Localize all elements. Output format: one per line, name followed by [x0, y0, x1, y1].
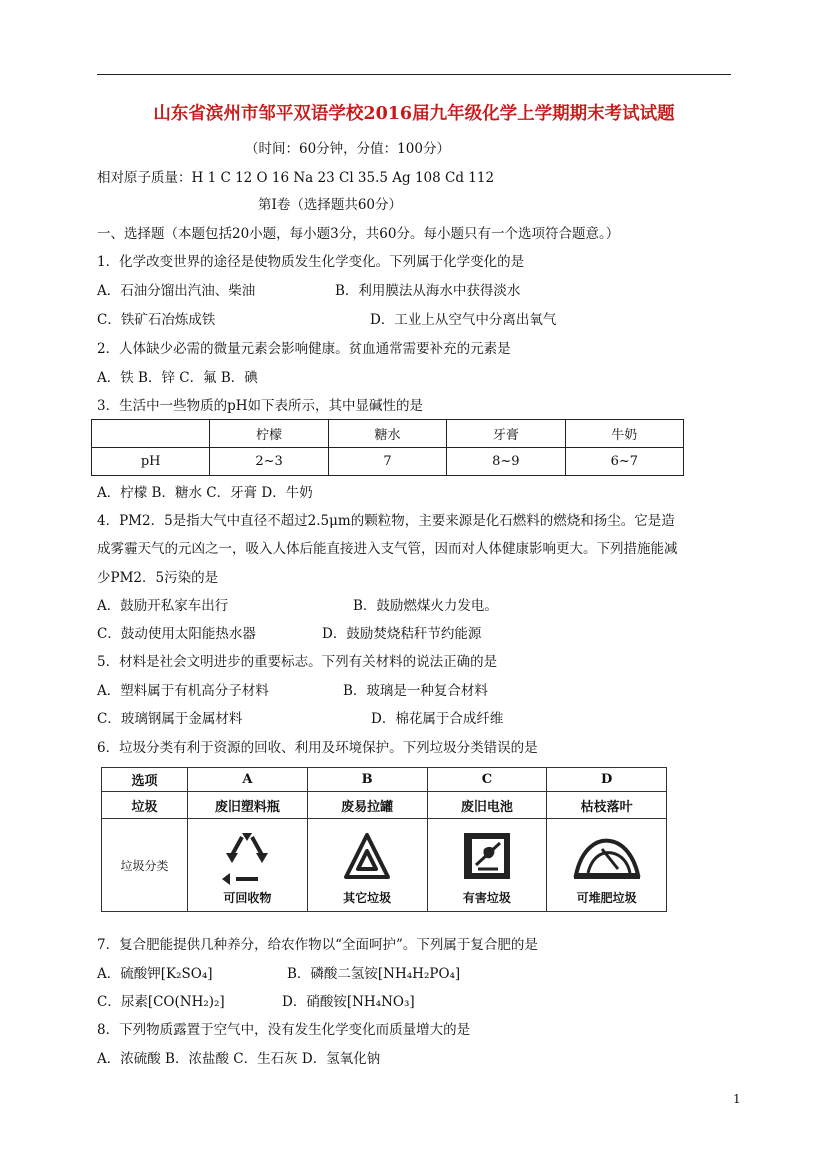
q1-stem: 1．化学改变世界的途径是使物质发生化学变化。下列属于化学变化的是 [97, 254, 525, 270]
waste-table-cell: D [547, 768, 667, 792]
ph-table-value-row [92, 448, 684, 476]
waste-table-cell: 废旧电池 [427, 792, 547, 819]
q4-line-3: 少PM2．5污染的是 [97, 570, 219, 586]
waste-table-cell: 选项 [102, 768, 188, 792]
q8-stem: 8．下列物质露置于空气中，没有发生化学变化而质量增大的是 [97, 1022, 471, 1038]
waste-table-option-row [102, 768, 667, 792]
q6-stem: 6．垃圾分类有利于资源的回收、利用及环境保护。下列垃圾分类错误的是 [97, 740, 538, 756]
waste-table-cell: A [188, 768, 308, 792]
q7-option-c: C．尿素[CO(NH₂)₂] [97, 994, 225, 1010]
q4-line-2: 成雾霾天气的元凶之一，吸入人体后能直接进入支气管，因而对人体健康影响更大。下列措施能减 [97, 541, 678, 557]
atomic-mass: 相对原子质量：H 1 C 12 O 16 Na 23 Cl 35.5 Ag 108 Cd 112 [97, 170, 495, 186]
ph-table-cell: 糖水 [328, 420, 446, 448]
q4-option-d: D．鼓励焚烧秸秆节约能源 [322, 626, 482, 642]
section-title: 一、选择题（本题包括20小题，每小题3分，共60分。每小题只有一个选项符合题意。） [97, 226, 620, 242]
q7-option-d: D．硝酸铵[NH₄NO₃] [282, 994, 415, 1010]
page-title: 山东省滨州市邹平双语学校2016届九年级化学上学期期末考试试题 [153, 104, 675, 124]
ph-table-cell: 2~3 [210, 448, 328, 476]
q3-options: A．柠檬 B．糖水 C．牙膏 D．牛奶 [97, 485, 313, 501]
waste-sorting-table [101, 767, 667, 912]
hazardous-waste-icon [458, 829, 516, 887]
time-score: （时间：60分钟，分值：100分） [245, 141, 450, 157]
waste-table-class-row [102, 819, 667, 912]
recycle-icon [218, 829, 276, 887]
q5-stem: 5．材料是社会文明进步的重要标志。下列有关材料的说法正确的是 [97, 654, 498, 670]
ph-table-cell [92, 420, 210, 448]
q5-option-b: B．玻璃是一种复合材料 [343, 683, 488, 699]
waste-table-cell: 垃圾 [102, 792, 188, 819]
waste-table-cell [188, 819, 308, 912]
q2-stem: 2．人体缺少必需的微量元素会影响健康。贫血通常需要补充的元素是 [97, 341, 511, 357]
ph-table-cell: pH [92, 448, 210, 476]
q1-option-a: A．石油分馏出汽油、柴油 [97, 283, 256, 299]
page-number: 1 [733, 1092, 741, 1106]
q7-option-a: A．硫酸钾[K₂SO₄] [97, 966, 213, 982]
part-title: 第Ⅰ卷（选择题共60分） [258, 197, 403, 213]
waste-table-cell [547, 819, 667, 912]
waste-class-label: 其它垃圾 [343, 890, 392, 905]
waste-table-cell [427, 819, 547, 912]
waste-table-cell: 垃圾分类 [102, 819, 188, 912]
header-rule [97, 74, 731, 75]
q3-stem: 3．生活中一些物质的pH如下表所示，其中显碱性的是 [97, 398, 424, 414]
q4-option-a: A．鼓励开私家车出行 [97, 598, 229, 614]
q4-option-c: C．鼓动使用太阳能热水器 [97, 626, 256, 642]
q1-option-d: D．工业上从空气中分离出氧气 [370, 312, 557, 328]
other-waste-icon [338, 829, 396, 887]
waste-class-label: 有害垃圾 [462, 890, 511, 905]
q7-stem: 7．复合肥能提供几种养分，给农作物以“全面呵护”。下列属于复合肥的是 [97, 937, 538, 953]
q7-option-b: B．磷酸二氢铵[NH₄H₂PO₄] [287, 966, 461, 982]
ph-table-cell: 6~7 [565, 448, 683, 476]
waste-class-label: 可回收物 [223, 890, 272, 905]
waste-table-cell: 废易拉罐 [307, 792, 427, 819]
waste-table-waste-row [102, 792, 667, 819]
ph-table-cell: 7 [328, 448, 446, 476]
compost-icon [572, 829, 642, 887]
q4-option-b: B．鼓励燃煤火力发电。 [353, 598, 498, 614]
q5-option-d: D．棉花属于合成纤维 [371, 711, 504, 727]
ph-table-cell: 牛奶 [565, 420, 683, 448]
ph-table [91, 419, 684, 476]
q2-options: A．铁 B．锌 C．氟 B．碘 [97, 370, 258, 386]
waste-table-cell: 枯枝落叶 [547, 792, 667, 819]
q1-option-b: B．利用膜法从海水中获得淡水 [335, 283, 521, 299]
ph-table-cell: 8~9 [447, 448, 565, 476]
waste-table-cell [307, 819, 427, 912]
ph-table-cell: 柠檬 [210, 420, 328, 448]
waste-table-cell: C [427, 768, 547, 792]
waste-class-label: 可堆肥垃圾 [576, 890, 637, 905]
q5-option-c: C．玻璃钢属于金属材料 [97, 711, 243, 727]
q1-option-c: C．铁矿石冶炼成铁 [97, 312, 216, 328]
ph-table-header-row [92, 420, 684, 448]
waste-table-cell: B [307, 768, 427, 792]
waste-table-cell: 废旧塑料瓶 [188, 792, 308, 819]
q4-line-1: 4．PM2．5是指大气中直径不超过2.5μm的颗粒物，主要来源是化石燃料的燃烧和扬尘。它是造 [97, 513, 675, 529]
q5-option-a: A．塑料属于有机高分子材料 [97, 683, 269, 699]
q8-options: A．浓硫酸 B．浓盐酸 C．生石灰 D．氢氧化钠 [97, 1051, 381, 1067]
ph-table-cell: 牙膏 [447, 420, 565, 448]
